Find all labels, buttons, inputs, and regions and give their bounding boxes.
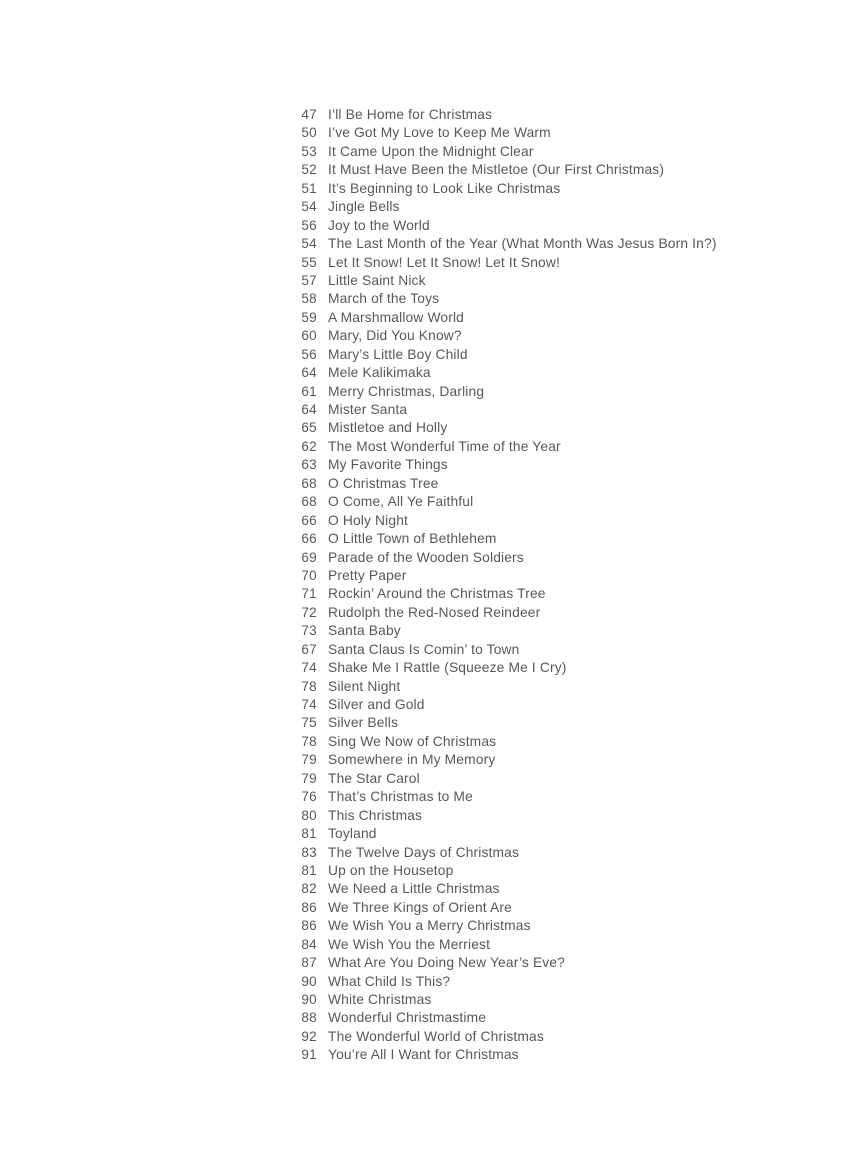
toc-page-number: 63: [301, 457, 317, 473]
toc-song-title: Toyland: [328, 826, 377, 842]
toc-row: [272, 309, 792, 327]
toc-song-title: The Most Wonderful Time of the Year: [328, 438, 561, 454]
toc-page-number: 74: [301, 697, 317, 712]
toc-row: [272, 567, 792, 585]
toc-song-title: You’re All I Want for Christmas: [328, 1047, 519, 1063]
toc-row: [272, 641, 792, 659]
toc-song-title: Santa Baby: [328, 623, 401, 639]
toc-page-number: 56: [301, 217, 317, 233]
toc-page-number: 86: [301, 899, 317, 915]
toc-page-number: 51: [301, 180, 317, 196]
toc-page-number: 81: [301, 826, 317, 842]
toc-page-number: 86: [301, 918, 317, 934]
toc-song-title: Little Saint Nick: [328, 272, 426, 288]
toc-row: [272, 770, 792, 788]
toc-song-title: The Star Carol: [328, 770, 420, 786]
toc-row: [272, 936, 792, 954]
toc-row: [272, 862, 792, 880]
toc-row: [272, 622, 792, 640]
toc-page-number: 92: [301, 1028, 317, 1044]
toc-row: [272, 751, 792, 769]
toc-row: [272, 383, 792, 401]
toc-song-title: We Wish You the Merriest: [328, 936, 491, 952]
toc-row: [272, 1028, 792, 1046]
toc-song-title: Pretty Paper: [328, 567, 407, 583]
toc-page-number: 50: [301, 125, 317, 141]
toc-row: [272, 899, 792, 917]
toc-page-number: 76: [301, 789, 317, 805]
toc-song-title: Up on the Housetop: [328, 862, 454, 878]
toc-page-number: 62: [301, 438, 317, 454]
toc-row: [272, 807, 792, 825]
toc-song-title: Mister Santa: [328, 402, 408, 417]
toc-song-title: It Must Have Been the Mistletoe (Our First Christmas): [328, 162, 665, 178]
toc-page-number: 66: [301, 531, 317, 547]
toc-song-title: Silver Bells: [328, 715, 399, 731]
toc-song-title: Let It Snow! Let It Snow! Let It Snow!: [328, 254, 560, 270]
toc-row: [272, 696, 792, 714]
toc-page-number: 61: [301, 383, 317, 399]
toc-song-title: It Came Upon the Midnight Clear: [328, 143, 534, 159]
toc-row: [272, 733, 792, 751]
toc-song-title: My Favorite Things: [328, 457, 448, 473]
toc-song-title: We Need a Little Christmas: [328, 881, 500, 897]
toc-row: [272, 917, 792, 935]
toc-song-title: We Three Kings of Orient Are: [328, 899, 512, 915]
toc-song-title: I’ve Got My Love to Keep Me Warm: [328, 125, 551, 141]
toc-page-number: 82: [301, 881, 317, 897]
toc-page-number: 70: [301, 567, 317, 583]
toc-song-title: Rudolph the Red-Nosed Reindeer: [328, 604, 541, 620]
toc-row: [272, 1046, 792, 1064]
toc-page-number: 65: [301, 420, 317, 436]
toc-row: [272, 161, 792, 179]
toc-page-number: 69: [301, 549, 317, 565]
toc-page-number: 68: [301, 475, 317, 491]
toc-row: [272, 254, 792, 272]
toc-song-title: Mary, Did You Know?: [328, 328, 462, 344]
toc-row: [272, 346, 792, 364]
toc-page-number: 59: [301, 309, 317, 325]
toc-page-number: 57: [301, 272, 317, 288]
toc-row: [272, 364, 792, 382]
toc-page-number: 58: [301, 291, 317, 307]
toc-row: [272, 272, 792, 290]
toc-row: [272, 825, 792, 843]
toc-page-number: 80: [301, 807, 317, 823]
toc-row: [272, 401, 792, 419]
toc-page-number: 90: [301, 992, 317, 1007]
toc-song-title: Jingle Bells: [328, 199, 400, 215]
toc-row: [272, 788, 792, 806]
toc-row: [272, 549, 792, 567]
toc-row: [272, 844, 792, 862]
toc-song-title: O Christmas Tree: [328, 475, 439, 491]
toc-song-title: A Marshmallow World: [328, 309, 465, 325]
toc-page-number: 78: [301, 678, 317, 694]
toc-page-number: 60: [301, 328, 317, 344]
toc-page-number: 75: [301, 715, 317, 731]
toc-song-title: What Child Is This?: [328, 973, 451, 989]
toc-row: [272, 475, 792, 493]
toc-page-number: 88: [301, 1010, 317, 1026]
toc-song-title: Mary’s Little Boy Child: [328, 346, 468, 362]
toc-page-number: 74: [301, 660, 317, 676]
toc-song-title: Merry Christmas, Darling: [328, 383, 485, 399]
toc-song-title: Shake Me I Rattle (Squeeze Me I Cry): [328, 660, 567, 676]
toc-song-title: Mistletoe and Holly: [328, 420, 448, 436]
toc-row: [272, 235, 792, 253]
toc-list: [272, 106, 792, 1065]
toc-page-number: 83: [301, 844, 317, 860]
toc-song-title: Mele Kalikimaka: [328, 365, 431, 381]
toc-row: [272, 327, 792, 345]
toc-row: [272, 991, 792, 1009]
toc-song-title: O Little Town of Bethlehem: [328, 531, 497, 547]
toc-row: [272, 456, 792, 474]
toc-page-number: 71: [301, 586, 317, 602]
toc-row: [272, 217, 792, 235]
toc-page-number: 91: [301, 1047, 317, 1063]
toc-page-number: 47: [301, 107, 317, 122]
toc-row: [272, 290, 792, 308]
toc-song-title: Somewhere in My Memory: [328, 752, 496, 768]
toc-page-number: 79: [301, 752, 317, 768]
toc-page-number: 72: [301, 604, 317, 620]
toc-song-title: It’s Beginning to Look Like Christmas: [328, 180, 561, 196]
toc-row: [272, 585, 792, 603]
toc-page-number: 64: [301, 402, 317, 417]
toc-row: [272, 530, 792, 548]
toc-page-number: 67: [301, 641, 317, 657]
toc-page-number: 87: [301, 955, 317, 971]
toc-page-number: 84: [301, 936, 317, 952]
toc-page-number: 55: [301, 254, 317, 270]
toc-song-title: The Last Month of the Year (What Month Was Jesus Born In?): [328, 236, 717, 252]
toc-song-title: White Christmas: [328, 992, 432, 1007]
toc-page-number: 73: [301, 623, 317, 639]
toc-song-title: What Are You Doing New Year’s Eve?: [328, 955, 565, 971]
toc-row: [272, 438, 792, 456]
toc-page-number: 54: [301, 236, 317, 252]
toc-row: [272, 954, 792, 972]
toc-song-title: The Wonderful World of Christmas: [328, 1028, 544, 1044]
toc-page-number: 52: [301, 162, 317, 178]
toc-song-title: Parade of the Wooden Soldiers: [328, 549, 524, 565]
toc-page-number: 56: [301, 346, 317, 362]
toc-row: [272, 880, 792, 898]
toc-page-number: 81: [301, 862, 317, 878]
toc-row: [272, 180, 792, 198]
toc-page-number: 53: [301, 143, 317, 159]
toc-song-title: March of the Toys: [328, 291, 440, 307]
toc-page-number: 79: [301, 770, 317, 786]
toc-row: [272, 659, 792, 677]
toc-song-title: Rockin’ Around the Christmas Tree: [328, 586, 546, 602]
toc-row: [272, 419, 792, 437]
toc-row: [272, 973, 792, 991]
toc-song-title: This Christmas: [328, 807, 423, 823]
toc-row: [272, 198, 792, 216]
toc-song-title: Silent Night: [328, 678, 401, 694]
toc-page-number: 68: [301, 494, 317, 510]
toc-song-title: That’s Christmas to Me: [328, 789, 473, 805]
toc-song-title: Sing We Now of Christmas: [328, 733, 497, 749]
toc-row: [272, 493, 792, 511]
toc-song-title: O Holy Night: [328, 512, 409, 528]
toc-row: [272, 512, 792, 530]
toc-song-title: I’ll Be Home for Christmas: [328, 107, 493, 122]
toc-song-title: We Wish You a Merry Christmas: [328, 918, 531, 934]
toc-row: [272, 1009, 792, 1027]
toc-row: [272, 124, 792, 142]
toc-page-number: 64: [301, 365, 317, 381]
toc-song-title: O Come, All Ye Faithful: [328, 494, 474, 510]
toc-song-title: Joy to the World: [328, 217, 430, 233]
toc-row: [272, 714, 792, 732]
toc-row: [272, 143, 792, 161]
toc-song-title: Wonderful Christmastime: [328, 1010, 487, 1026]
toc-song-title: The Twelve Days of Christmas: [328, 844, 520, 860]
toc-page-number: 78: [301, 733, 317, 749]
toc-row: [272, 106, 792, 124]
toc-row: [272, 678, 792, 696]
toc-song-title: Santa Claus Is Comin’ to Town: [328, 641, 520, 657]
toc-page-number: 90: [301, 973, 317, 989]
toc-page-number: 66: [301, 512, 317, 528]
toc-page-number: 54: [301, 199, 317, 215]
toc-song-title: Silver and Gold: [328, 697, 425, 712]
toc-row: [272, 604, 792, 622]
